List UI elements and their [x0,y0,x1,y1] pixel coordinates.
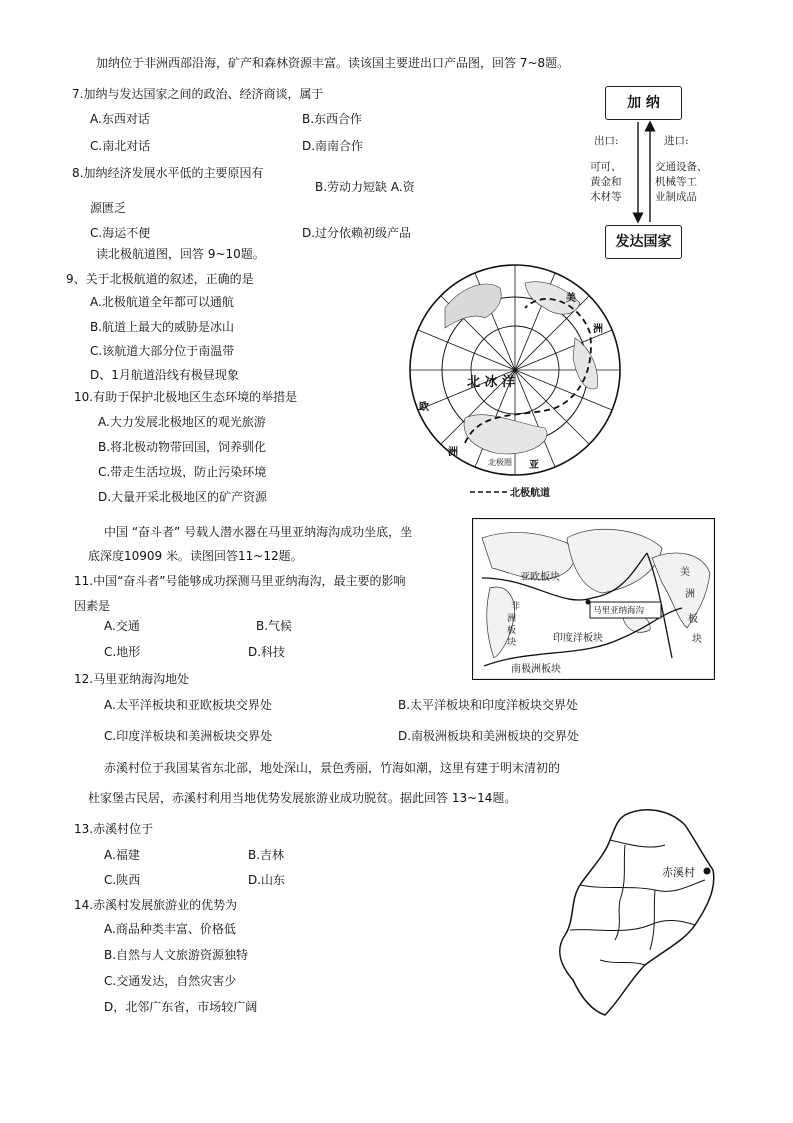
q8-option-b-a[interactable]: B.劳动力短缺 A.资 [315,180,415,194]
q10-option-b[interactable]: B.将北极动物带回国，饲养驯化 [98,440,267,454]
q7-stem: 7.加纳与发达国家之间的政治、经济商谈，属于 [72,87,324,101]
q14-stem: 14.赤溪村发展旅游业的优势为 [74,898,238,912]
q11-option-a[interactable]: A.交通 [104,619,140,633]
q11-option-b[interactable]: B.气候 [256,619,293,633]
eurasia-plate-label: 亚欧板块 [520,572,560,583]
america-label-1: 美 [566,293,576,304]
route-legend-line [470,488,508,496]
q10-stem: 10.有助于保护北极地区生态环境的举措是 [74,390,298,404]
q12-option-a[interactable]: A.太平洋板块和亚欧板块交界处 [104,698,272,712]
q10-option-a[interactable]: A.大力发展北极地区的观光旅游 [98,415,266,429]
q10-option-d[interactable]: D.大量开采北极地区的矿产资源 [98,490,268,504]
antarctic-plate-label: 南极洲板块 [511,664,561,675]
africa-plate-label-2: 洲 [507,614,517,624]
plate-map-graphic [472,518,715,680]
indian-plate-label: 印度洋板块 [553,633,603,644]
intro-village: 赤溪村位于我国某省东北部，地处深山，景色秀丽，竹海如潮，这里有建于明末清初的 [104,761,561,775]
america-label-2: 洲 [593,324,603,335]
q9-option-d[interactable]: D、1月航道沿线有极昼现象 [90,368,239,382]
q11-stem: 11.中国“奋斗者”号能够成功探测马里亚纳海沟，最主要的影响 [74,574,406,588]
province-map-graphic [545,800,725,1022]
q13-option-c[interactable]: C.陕西 [104,873,141,887]
arctic-map-graphic [405,258,625,480]
q12-option-d[interactable]: D.南极洲板块和美洲板块的交界处 [398,729,580,743]
q13-stem: 13.赤溪村位于 [74,822,154,836]
q12-stem: 12.马里亚纳海沟地处 [74,672,190,686]
africa-plate-label-4: 块 [507,638,517,648]
q8-option-c[interactable]: C.海运不便 [90,226,151,240]
q9-option-c[interactable]: C.该航道大部分位于南温带 [90,344,235,358]
intro-ghana: 加纳位于非洲西部沿海，矿产和森林资源丰富。读该国主要进出口产品图，回答 7~8题。 [96,56,570,70]
intro-trench: 中国 “奋斗者” 号载人潜水器在马里亚纳海沟成功坐底，坐 [104,525,413,539]
q9-option-a[interactable]: A.北极航道全年都可以通航 [90,295,234,309]
route-legend-label: 北极航道 [510,488,550,499]
q13-option-d[interactable]: D.山东 [248,873,286,887]
america-plate-label-1: 美 [680,567,690,578]
q8-stem: 8.加纳经济发展水平低的主要原因有 [72,166,264,180]
ghana-box: 加 纳 [605,86,682,120]
q13-option-b[interactable]: B.吉林 [248,848,285,862]
export-goods: 可可、 黄金和 木材等 [590,161,622,203]
america-plate-label-4: 块 [692,634,702,645]
america-plate-label-2: 洲 [685,589,695,600]
intro-arctic: 读北极航道图，回答 9~10题。 [96,247,265,261]
q14-option-c[interactable]: C.交通发达，自然灾害少 [104,974,237,988]
q11-option-c[interactable]: C.地形 [104,645,141,659]
q14-option-a[interactable]: A.商品种类丰富、价格低 [104,922,236,936]
import-goods: 交通设备、 机械等工 业制成品 [655,161,708,203]
arctic-circle-label: 北极圈 [488,458,512,467]
q9-stem: 9、关于北极航道的叙述，正确的是 [66,272,254,286]
africa-plate-label-1: 非 [511,602,521,612]
q7-option-d[interactable]: D.南南合作 [302,139,364,153]
export-label: 出口: [594,135,619,147]
q7-option-b[interactable]: B.东西合作 [302,112,363,126]
intro-trench-2: 底深度10909 米。读图回答11~12题。 [88,549,303,563]
intro-village-2: 杜家堡古民居，赤溪村利用当地优势发展旅游业成功脱贫。据此回答 13~14题。 [88,791,517,805]
europe-label-2: 洲 [448,447,458,458]
america-plate-label-3: 板 [688,614,698,625]
q8-option-a-cont: 源匮乏 [90,201,127,215]
q14-option-d[interactable]: D，北邻广东省，市场较广阔 [104,1000,258,1014]
q11-option-d[interactable]: D.科技 [248,645,286,659]
q13-option-a[interactable]: A.福建 [104,848,140,862]
import-label: 进口: [664,135,689,147]
chixi-village-label: 赤溪村 [662,866,695,879]
q11-stem-2: 因素是 [74,599,111,613]
q12-option-b[interactable]: B.太平洋板块和印度洋板块交界处 [398,698,579,712]
developed-countries-box: 发达国家 [605,225,682,259]
q14-option-b[interactable]: B.自然与人文旅游资源独特 [104,948,249,962]
q7-option-c[interactable]: C.南北对话 [90,139,151,153]
africa-plate-label-3: 板 [507,626,517,636]
arctic-ocean-label: 北 冰 洋 [467,375,516,390]
q7-option-a[interactable]: A.东西对话 [90,112,150,126]
europe-label-1: 欧 [419,402,429,413]
asia-label: 亚 [529,460,539,471]
q8-option-d[interactable]: D.过分依赖初级产品 [302,226,412,240]
q9-option-b[interactable]: B.航道上最大的威胁是冰山 [90,320,235,334]
q12-option-c[interactable]: C.印度洋板块和美洲板块交界处 [104,729,273,743]
q10-option-c[interactable]: C.带走生活垃圾，防止污染环境 [98,465,267,479]
mariana-trench-label: 马里亚纳海沟 [593,606,645,616]
